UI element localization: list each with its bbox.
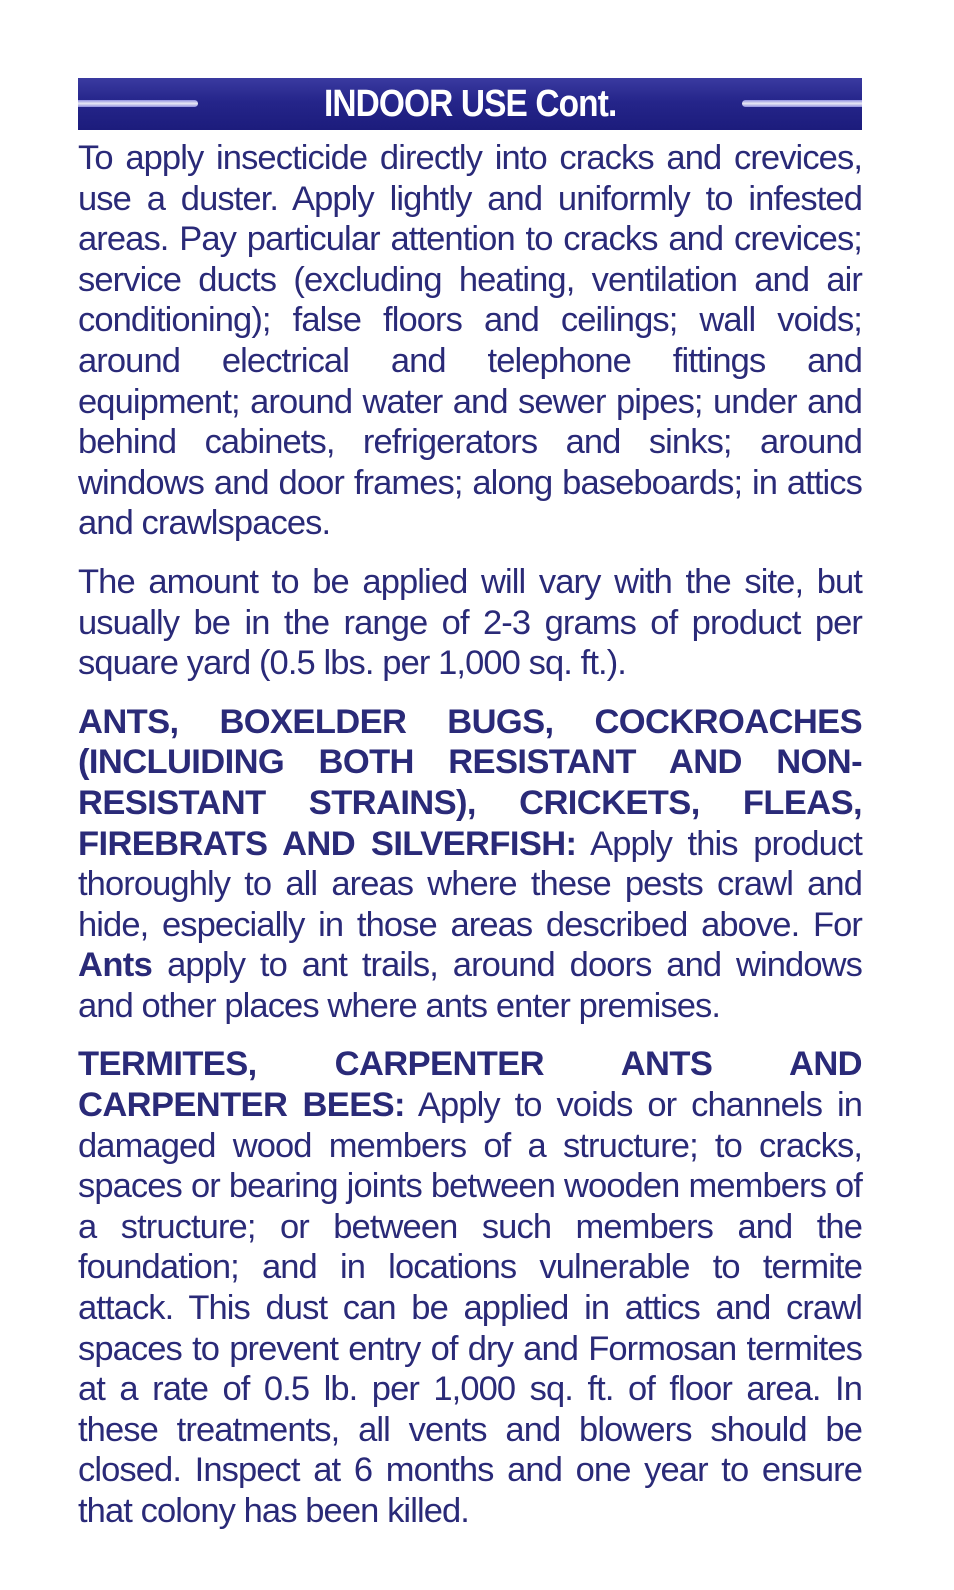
body-text	[78, 138, 862, 1532]
pest-instructions-text-b: apply to ant trails, around doors and windows and other places where ants enter premises.	[78, 946, 862, 1025]
label-page	[78, 78, 862, 1532]
header-decorative-stripe-left	[78, 100, 198, 107]
pest-instructions-text-a: Apply this product thoroughly to all areas where these pests crawl and hide, especially in those areas described above. For	[78, 824, 862, 944]
pest-list-heading: ANTS, BOXELDER BUGS, COCKROACHES (INCLUIDING BOTH RESISTANT AND NON-RESISTANT STRAINS), CRICKETS, FLEAS, FIREBRATS AND SILVERFISH:	[78, 702, 862, 863]
paragraph-application-rate: The amount to be applied will vary with the site, but usually be in the range of 2-3 grams of product per square yard (0.5 lbs. per 1,000 sq. ft.).	[78, 562, 862, 683]
paragraph-ants-cockroaches	[78, 702, 862, 1027]
termites-heading: TERMITES, CARPENTER ANTS AND CARPENTER BEES:	[78, 1045, 862, 1125]
ants-emphasis: Ants	[78, 946, 153, 985]
section-header-bar	[78, 78, 862, 130]
termites-instructions-text: Apply to voids or channels in damaged wood members of a structure; to cracks, spaces or bearing joints between wooden members of a structure; or between such members and the foundation; and in locations vulnerable to termite attack. This dust can be applied in attics and crawl spaces to prevent entry of dry and Formosan termites at a rate of 0.5 lb. per 1,000 sq. ft. of floor area. In these treatments, all vents and blowers should be closed. Inspect at 6 months and one year to ensure that colony has been killed.	[78, 1086, 862, 1530]
paragraph-crack-crevice-application: To apply insecticide directly into cracks and crevices, use a duster. Apply lightly and uniformly to infested areas. Pay particular attention to cracks and crevices; service ducts (excluding heating, ventilation and air conditioning); false floors and ceilings; wall voids; around electrical and telephone fittings and equipment; around water and sewer pipes; under and behind cabinets, refrigerators and sinks; around windows and door frames; along baseboards; in attics and crawlspaces.	[78, 139, 862, 543]
paragraph-termites-carpenter	[78, 1044, 862, 1531]
section-title: INDOOR USE Cont.	[308, 78, 632, 130]
header-decorative-stripe-right	[742, 100, 862, 107]
